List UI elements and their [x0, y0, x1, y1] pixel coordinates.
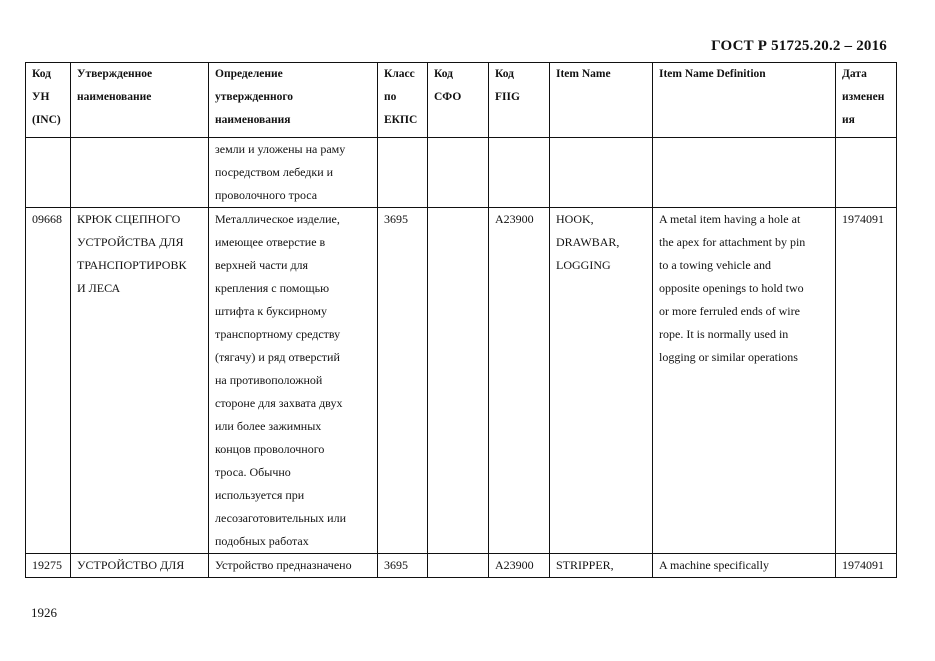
cell-line: Код	[434, 68, 454, 80]
cell-line: the apex for attachment by pin	[659, 235, 806, 249]
cell-fiig	[489, 138, 550, 208]
catalog-table	[25, 62, 897, 578]
header-sfo	[428, 63, 489, 138]
cell-line: Металлическое изделие,	[215, 212, 340, 226]
cell-fiig	[489, 554, 550, 578]
cell-line: A23900	[495, 558, 534, 572]
header-class	[378, 63, 428, 138]
cell-item-definition	[653, 138, 836, 208]
cell-definition	[209, 138, 378, 208]
cell-line: Код	[32, 68, 52, 80]
cell-line: И ЛЕСА	[77, 281, 121, 295]
cell-line: КРЮК СЦЕПНОГО	[77, 212, 181, 226]
cell-line: ЕКПС	[384, 114, 418, 126]
cell-line: 1974091	[842, 212, 884, 226]
cell-line: концов проволочного	[215, 442, 325, 456]
header-date-changed	[836, 63, 897, 138]
cell-fiig	[489, 208, 550, 554]
cell-line: Устройство предназначено	[215, 558, 352, 572]
cell-line: Код	[495, 68, 515, 80]
cell-line: наименования	[215, 114, 291, 126]
cell-line: Дата	[842, 68, 867, 80]
page-number: 1926	[31, 605, 57, 620]
table-row	[26, 138, 897, 208]
cell-line: Определение	[215, 68, 283, 80]
cell-line: по	[384, 91, 397, 103]
cell-line: or more ferruled ends of wire	[659, 304, 800, 318]
cell-line: лесозаготовительных или	[215, 511, 346, 525]
header-definition	[209, 63, 378, 138]
cell-line: 3695	[384, 558, 408, 572]
cell-line: (тягачу) и ряд отверстий	[215, 350, 340, 364]
cell-line: STRIPPER,	[556, 558, 614, 572]
cell-definition	[209, 208, 378, 554]
table-row	[26, 208, 897, 554]
cell-sfo	[428, 208, 489, 554]
cell-line: ия	[842, 114, 855, 126]
cell-line: используется при	[215, 488, 305, 502]
header-item-name	[550, 63, 653, 138]
cell-line: УСТРОЙСТВО ДЛЯ	[77, 558, 185, 572]
cell-item-name	[550, 554, 653, 578]
cell-line: A machine specifically	[659, 558, 769, 572]
cell-line: или более зажимных	[215, 419, 322, 433]
cell-line: УСТРОЙСТВА ДЛЯ	[77, 235, 184, 249]
cell-line: DRAWBAR,	[556, 235, 620, 249]
header-fiig	[489, 63, 550, 138]
cell-line: утвержденного	[215, 91, 294, 103]
cell-line: штифта к буксирному	[215, 304, 327, 318]
cell-line: посредством лебедки и	[215, 165, 334, 179]
cell-item-definition	[653, 554, 836, 578]
cell-line: подобных работах	[215, 534, 309, 548]
cell-class	[378, 208, 428, 554]
document-standard-title: ГОСТ Р 51725.20.2 – 2016	[711, 38, 887, 54]
cell-line: 09668	[32, 212, 62, 226]
cell-line: Утвержденное	[77, 68, 153, 80]
cell-line: rope. It is normally used in	[659, 327, 789, 341]
cell-sfo	[428, 138, 489, 208]
cell-line: opposite openings to hold two	[659, 281, 804, 295]
cell-sfo	[428, 554, 489, 578]
cell-line: стороне для захвата двух	[215, 396, 343, 410]
cell-approved-name	[71, 138, 209, 208]
cell-approved-name	[71, 554, 209, 578]
cell-line: logging or similar operations	[659, 350, 798, 364]
cell-class	[378, 138, 428, 208]
cell-line: Класс	[384, 68, 415, 80]
cell-line: Item Name	[556, 68, 611, 80]
cell-line: крепления с помощью	[215, 281, 330, 295]
header-item-name-definition	[653, 63, 836, 138]
table-row	[26, 554, 897, 578]
cell-date	[836, 554, 897, 578]
cell-line: 3695	[384, 212, 408, 226]
cell-line: проволочного троса	[215, 188, 318, 202]
cell-line: имеющее отверстие в	[215, 235, 326, 249]
cell-line: изменен	[842, 91, 885, 103]
cell-date	[836, 138, 897, 208]
cell-line: to a towing vehicle and	[659, 258, 771, 272]
cell-definition	[209, 554, 378, 578]
cell-line: FIIG	[495, 91, 520, 103]
cell-line: СФО	[434, 91, 462, 103]
cell-item-name	[550, 138, 653, 208]
header-inc	[26, 63, 71, 138]
cell-line: верхней части для	[215, 258, 309, 272]
cell-line: (INC)	[32, 114, 61, 126]
cell-line: транспортному средству	[215, 327, 341, 341]
cell-inc	[26, 138, 71, 208]
cell-item-name	[550, 208, 653, 554]
table-header-row	[26, 63, 897, 138]
cell-line: 1974091	[842, 558, 884, 572]
header-approved-name	[71, 63, 209, 138]
cell-inc	[26, 208, 71, 554]
cell-item-definition	[653, 208, 836, 554]
cell-line: HOOK,	[556, 212, 594, 226]
cell-line: 19275	[32, 558, 62, 572]
cell-line: ТРАНСПОРТИРОВК	[77, 258, 187, 272]
cell-line: наименование	[77, 91, 152, 103]
cell-class	[378, 554, 428, 578]
cell-date	[836, 208, 897, 554]
cell-approved-name	[71, 208, 209, 554]
cell-line: A metal item having a hole at	[659, 212, 801, 226]
cell-line: УН	[32, 91, 50, 103]
cell-line: на противоположной	[215, 373, 323, 387]
cell-line: троса. Обычно	[215, 465, 291, 479]
cell-line: LOGGING	[556, 258, 611, 272]
cell-line: Item Name Definition	[659, 68, 766, 80]
cell-line: земли и уложены на раму	[215, 142, 346, 156]
cell-line: A23900	[495, 212, 534, 226]
cell-inc	[26, 554, 71, 578]
